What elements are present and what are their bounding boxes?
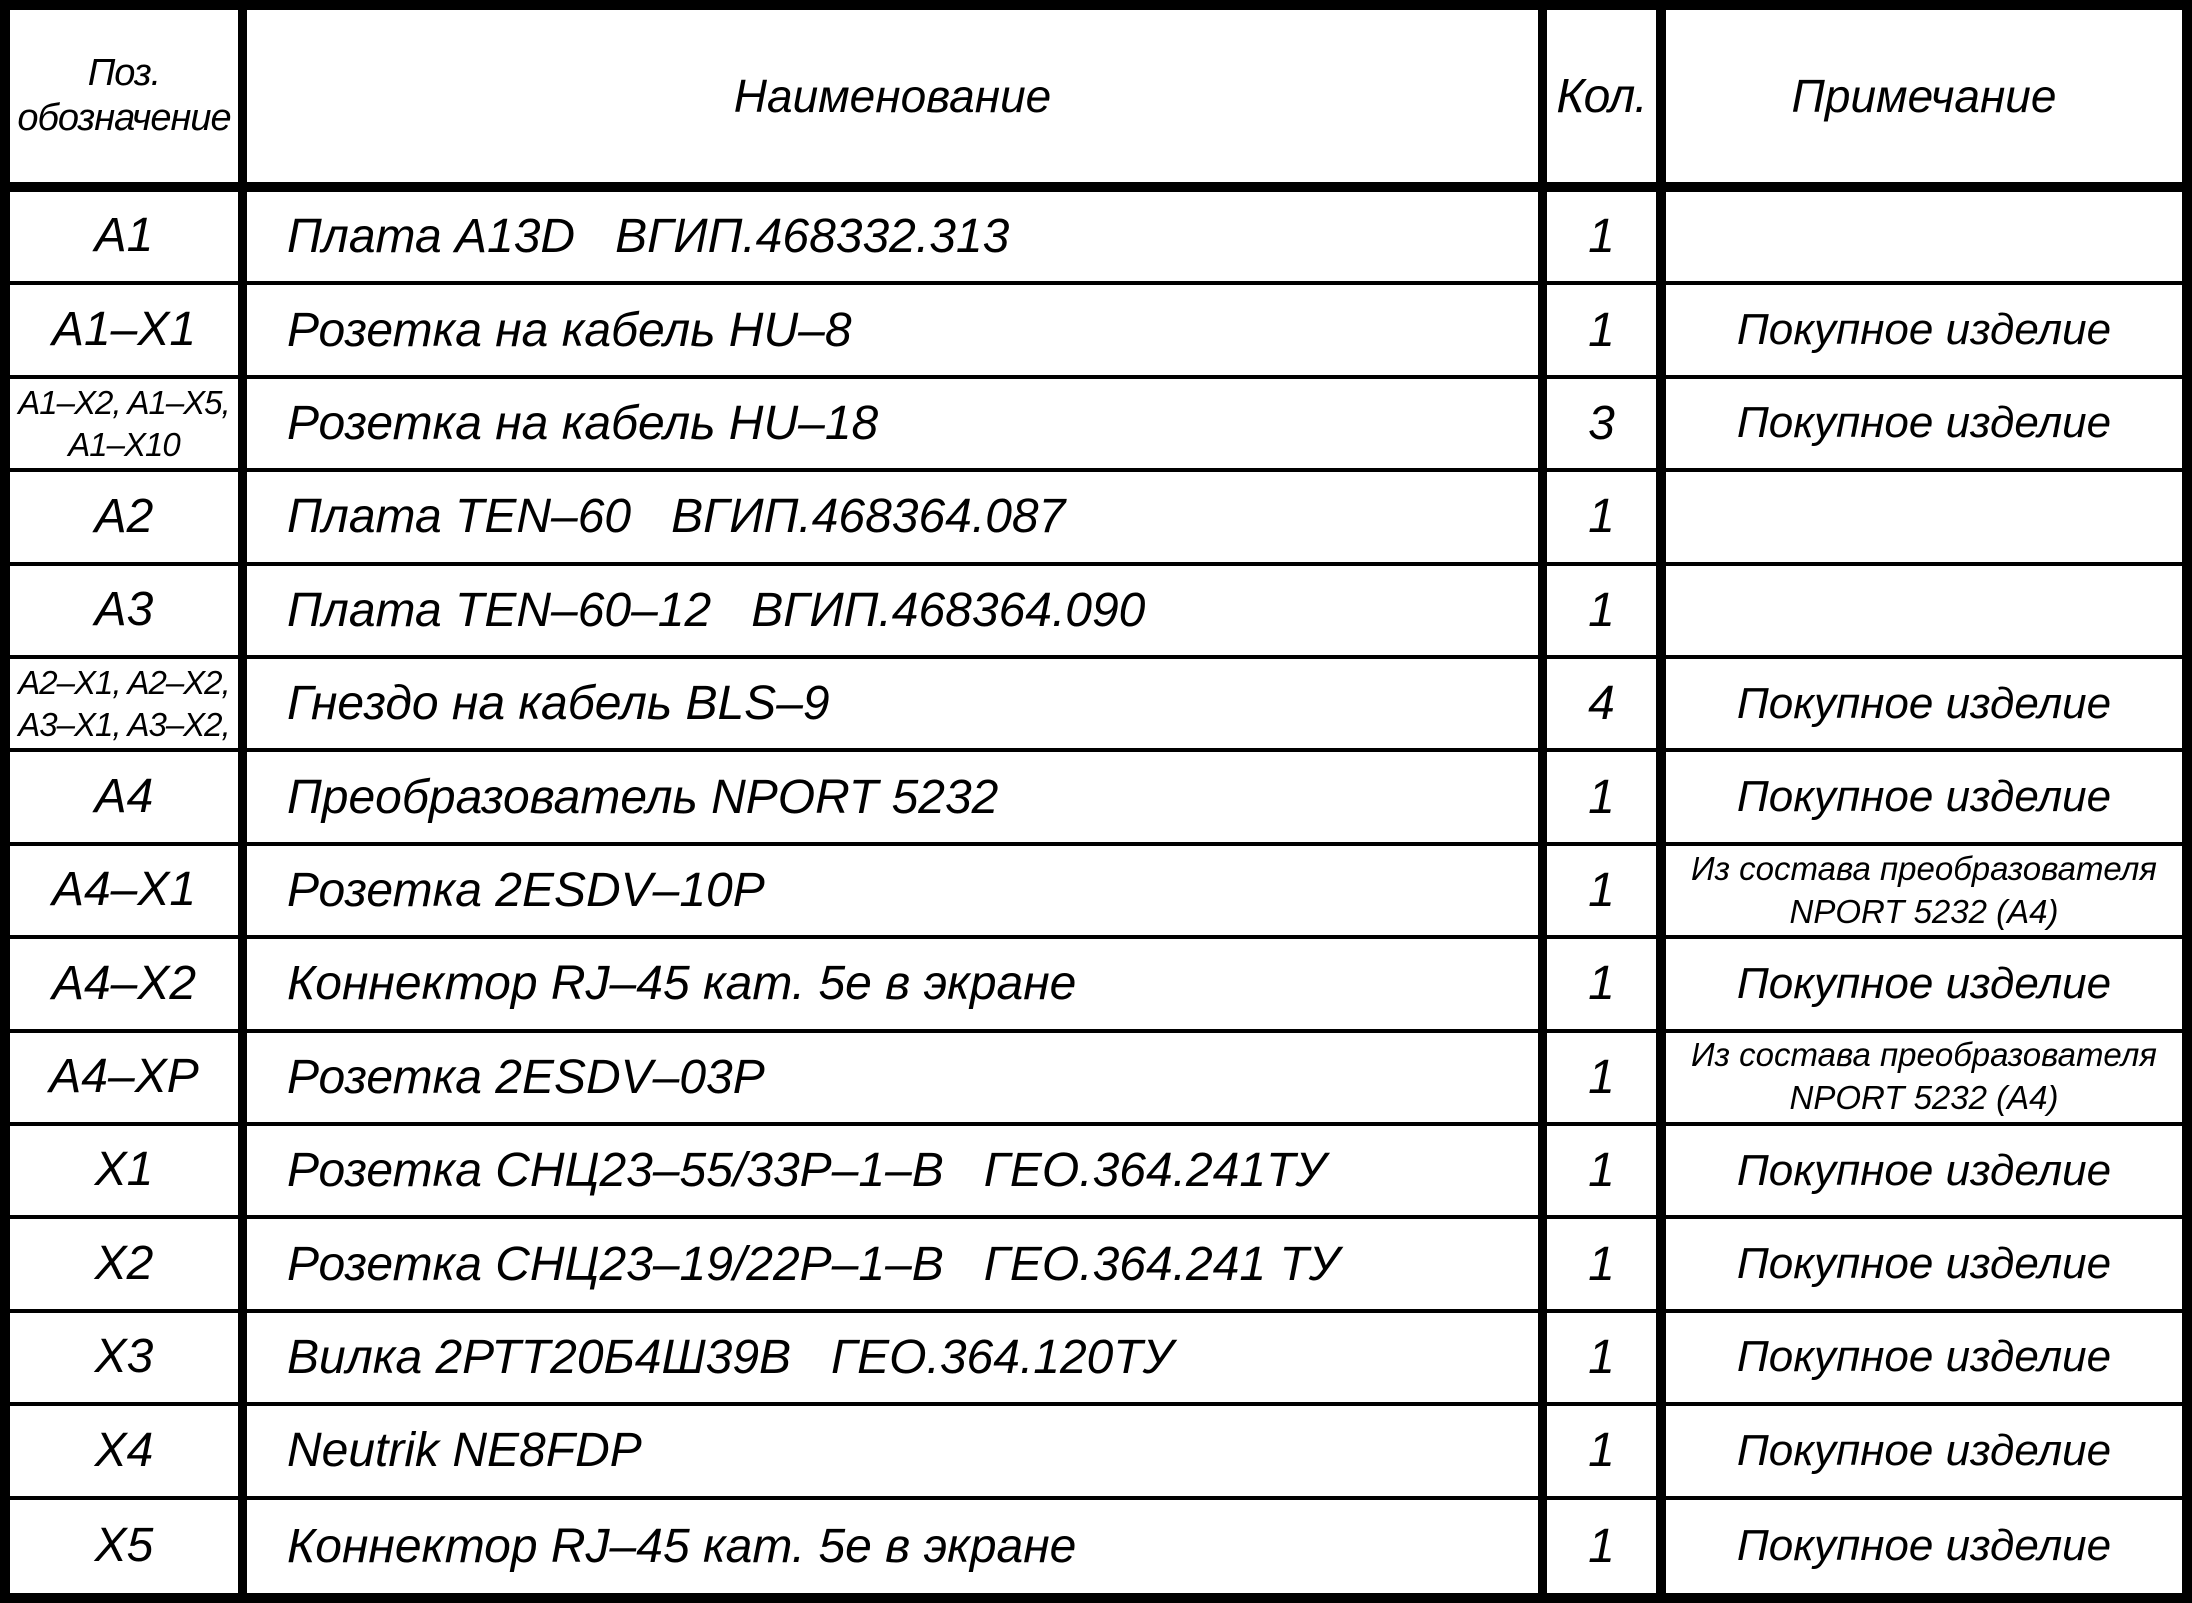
pos-line: A1–X2, A1–X5, [18,384,230,422]
table-row [10,659,2182,752]
pos-designation [10,1126,247,1219]
item-name: Розетка СНЦ23–55/33Р–1–В ГЕО.364.241ТУ [247,1126,1547,1219]
note-line: Из состава преобразователя [1691,849,2157,887]
pos-line: X5 [94,1518,154,1572]
header-name: Наименование [247,10,1547,192]
pos-designation [10,1500,247,1593]
note [1666,752,2182,845]
pos-designation [10,1406,247,1499]
table-header-row [10,10,2182,192]
quantity: 1 [1547,192,1666,285]
item-name: Плата TEN–60–12 ВГИП.468364.090 [247,566,1547,659]
header-quantity: Кол. [1547,10,1666,192]
pos-designation [10,846,247,939]
pos-line: A3 [94,582,154,636]
note [1666,285,2182,378]
table-row [10,285,2182,378]
item-name: Коннектор RJ–45 кат. 5е в экране [247,1500,1547,1593]
pos-designation [10,379,247,472]
item-name: Гнездо на кабель BLS–9 [247,659,1547,752]
note-line: Покупное изделие [1736,304,2112,354]
header-pos-designation [10,10,247,192]
table-row [10,379,2182,472]
quantity: 1 [1547,1500,1666,1593]
pos-line: X4 [94,1423,154,1477]
pos-line: A3–X1, A3–X2, [18,705,230,743]
quantity: 1 [1547,472,1666,565]
table-row [10,1313,2182,1406]
pos-line: X2 [94,1236,154,1290]
table-row [10,1500,2182,1593]
table-row [10,939,2182,1032]
table-row [10,846,2182,939]
note [1666,1126,2182,1219]
note [1666,566,2182,659]
pos-line: A1–X10 [68,425,180,463]
note [1666,1406,2182,1499]
item-name: Плата TEN–60 ВГИП.468364.087 [247,472,1547,565]
table-body [10,192,2182,1593]
pos-line: A1 [94,209,154,263]
pos-designation [10,659,247,752]
header-note: Примечание [1666,10,2182,192]
note-line: Покупное изделие [1736,1521,2112,1571]
item-name: Розетка на кабель HU–8 [247,285,1547,378]
note-line: NPORT 5232 (A4) [1789,892,2059,930]
note [1666,1219,2182,1312]
pos-designation [10,285,247,378]
table-row [10,1406,2182,1499]
table-row [10,752,2182,845]
table-row [10,566,2182,659]
quantity: 3 [1547,379,1666,472]
pos-line: A4–X2 [51,956,197,1010]
pos-line: X1 [94,1143,154,1197]
note [1666,379,2182,472]
pos-designation [10,939,247,1032]
header-pos-line2: обозначение [17,97,231,139]
quantity: 1 [1547,566,1666,659]
item-name: Розетка 2ESDV–03P [247,1033,1547,1126]
table-row [10,1219,2182,1312]
quantity: 1 [1547,1033,1666,1126]
item-name: Розетка на кабель HU–18 [247,379,1547,472]
pos-line: A2–X1, A2–X2, [18,664,230,702]
note-line: Покупное изделие [1736,1238,2112,1288]
pos-designation [10,752,247,845]
note [1666,1033,2182,1126]
note-line: Из состава преобразователя [1691,1036,2157,1074]
quantity: 1 [1547,1126,1666,1219]
table-row [10,472,2182,565]
item-name: Плата A13D ВГИП.468332.313 [247,192,1547,285]
note-line: Покупное изделие [1736,678,2112,728]
item-name: Розетка СНЦ23–19/22Р–1–В ГЕО.364.241 ТУ [247,1219,1547,1312]
note-line: Покупное изделие [1736,1145,2112,1195]
item-name: Neutrik NE8FDP [247,1406,1547,1499]
pos-line: A4–XP [49,1049,199,1103]
table-row [10,1126,2182,1219]
pos-line: A4 [94,769,154,823]
note-line: Покупное изделие [1736,771,2112,821]
note-line: Покупное изделие [1736,398,2112,448]
quantity: 1 [1547,1219,1666,1312]
item-name: Коннектор RJ–45 кат. 5е в экране [247,939,1547,1032]
header-pos-line1: Поз. [87,52,161,95]
quantity: 1 [1547,846,1666,939]
pos-designation [10,1313,247,1406]
pos-line: X3 [94,1330,154,1384]
note [1666,472,2182,565]
pos-line: A2 [94,489,154,543]
pos-designation [10,566,247,659]
pos-designation [10,472,247,565]
note [1666,192,2182,285]
quantity: 1 [1547,1406,1666,1499]
item-name: Преобразователь NPORT 5232 [247,752,1547,845]
note-line: Покупное изделие [1736,958,2112,1008]
note-line: Покупное изделие [1736,1332,2112,1382]
pos-designation [10,1033,247,1126]
pos-designation [10,192,247,285]
item-name: Розетка 2ESDV–10P [247,846,1547,939]
table-row [10,192,2182,285]
pos-designation [10,1219,247,1312]
note [1666,1500,2182,1593]
table-row [10,1033,2182,1126]
pos-line: A1–X1 [51,302,197,356]
note-line: NPORT 5232 (A4) [1789,1079,2059,1117]
note-line: Покупное изделие [1736,1425,2112,1475]
item-name: Вилка 2РТТ20Б4Ш39В ГЕО.364.120ТУ [247,1313,1547,1406]
quantity: 1 [1547,752,1666,845]
note [1666,1313,2182,1406]
quantity: 1 [1547,285,1666,378]
note [1666,846,2182,939]
quantity: 4 [1547,659,1666,752]
quantity: 1 [1547,1313,1666,1406]
pos-line: A4–X1 [51,863,197,917]
note [1666,659,2182,752]
quantity: 1 [1547,939,1666,1032]
note [1666,939,2182,1032]
